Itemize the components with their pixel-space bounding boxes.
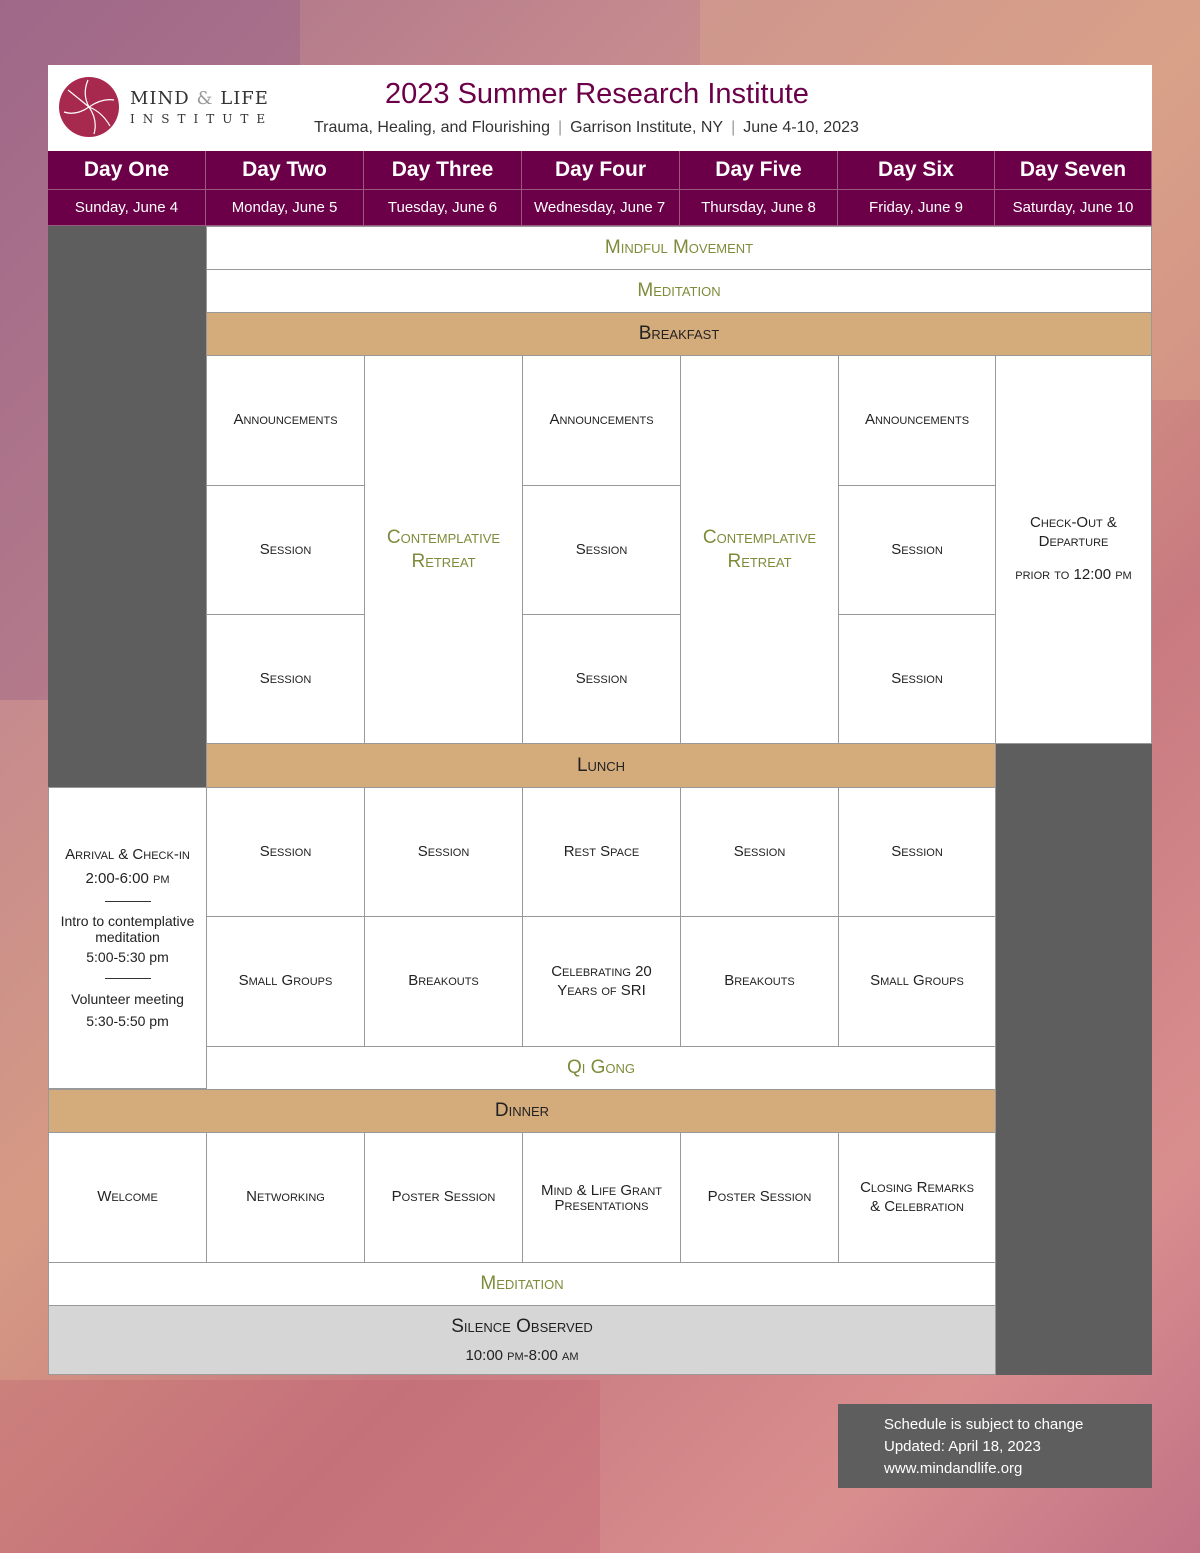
day-header: Day Four bbox=[522, 151, 680, 190]
day-date: Monday, June 5 bbox=[206, 190, 364, 226]
dinner: Dinner bbox=[48, 1089, 996, 1133]
qi-gong: Qi Gong bbox=[206, 1046, 996, 1090]
volunteer-time: 5:30-5:50 pm bbox=[86, 1012, 169, 1029]
divider bbox=[105, 978, 151, 979]
celebrating-20-years: Celebrating 20 Years of SRI bbox=[522, 916, 681, 1047]
day-date: Thursday, June 8 bbox=[680, 190, 838, 226]
grant-presentations: Mind & Life Grant Presentations bbox=[522, 1132, 681, 1263]
arrival-checkin bbox=[48, 787, 207, 1089]
mindful-movement: Mindful Movement bbox=[206, 226, 1152, 270]
subtitle: Trauma, Healing, and Flourishing | Garrison Institute, NY | June 4-10, 2023 bbox=[314, 119, 859, 136]
session: Session bbox=[522, 614, 681, 744]
footer-updated: Updated: April 18, 2023 bbox=[884, 1438, 1041, 1455]
session: Session bbox=[838, 614, 996, 744]
closing-remarks: Closing Remarks & Celebration bbox=[838, 1132, 996, 1263]
day-date: Sunday, June 4 bbox=[48, 190, 206, 226]
lunch: Lunch bbox=[206, 743, 996, 788]
checkout-label: Check-Out & Departure bbox=[1030, 514, 1117, 551]
contemplative-retreat: Contemplative Retreat bbox=[680, 355, 839, 744]
day-header: Day Five bbox=[680, 151, 838, 190]
arrival-time: 2:00-6:00 pm bbox=[85, 870, 170, 888]
checkout bbox=[995, 355, 1152, 744]
day-date: Wednesday, June 7 bbox=[522, 190, 680, 226]
session: Session bbox=[206, 614, 365, 744]
page-title: 2023 Summer Research Institute bbox=[385, 78, 809, 110]
meditation-morning: Meditation bbox=[206, 269, 1152, 313]
contemplative-retreat: Contemplative Retreat bbox=[364, 355, 523, 744]
silence-time: 10:00 pm-8:00 am bbox=[465, 1346, 579, 1364]
poster-session: Poster Session bbox=[680, 1132, 839, 1263]
day-date: Saturday, June 10 bbox=[995, 190, 1152, 226]
intro-label: Intro to contemplative meditation bbox=[60, 913, 195, 945]
session: Session bbox=[838, 787, 996, 917]
footer-disclaimer: Schedule is subject to change bbox=[884, 1416, 1084, 1433]
checkout-time: prior to 12:00 pm bbox=[1015, 565, 1132, 583]
session: Session bbox=[838, 485, 996, 615]
footer-note bbox=[838, 1404, 1152, 1488]
background-patch bbox=[0, 1380, 600, 1553]
silence-observed bbox=[48, 1305, 996, 1375]
session: Session bbox=[680, 787, 839, 917]
unscheduled-block bbox=[48, 226, 206, 787]
small-groups: Small Groups bbox=[206, 916, 365, 1047]
logo-subtext: INSTITUTE bbox=[130, 112, 274, 126]
networking: Networking bbox=[206, 1132, 365, 1263]
day-header: Day Six bbox=[838, 151, 995, 190]
session: Session bbox=[206, 787, 365, 917]
unscheduled-block bbox=[995, 743, 1152, 1375]
day-header: Day Two bbox=[206, 151, 364, 190]
rest-space: Rest Space bbox=[522, 787, 681, 917]
day-date: Tuesday, June 6 bbox=[364, 190, 522, 226]
meditation-evening: Meditation bbox=[48, 1262, 996, 1306]
breakfast: Breakfast bbox=[206, 312, 1152, 356]
day-header: Day Seven bbox=[995, 151, 1152, 190]
breakouts: Breakouts bbox=[680, 916, 839, 1047]
website-link[interactable]: www.mindandlife.org bbox=[884, 1460, 1023, 1477]
silence-label: Silence Observed bbox=[451, 1315, 593, 1337]
session: Session bbox=[206, 485, 365, 615]
divider bbox=[105, 901, 151, 902]
session: Session bbox=[364, 787, 523, 917]
volunteer-label: Volunteer meeting bbox=[71, 991, 184, 1008]
day-header: Day One bbox=[48, 151, 206, 190]
day-header: Day Three bbox=[364, 151, 522, 190]
poster-session: Poster Session bbox=[364, 1132, 523, 1263]
announcements: Announcements bbox=[838, 355, 996, 486]
announcements: Announcements bbox=[522, 355, 681, 486]
session: Session bbox=[522, 485, 681, 615]
mind-life-logo-icon bbox=[58, 76, 120, 138]
welcome: Welcome bbox=[48, 1132, 207, 1263]
day-date: Friday, June 9 bbox=[838, 190, 995, 226]
breakouts: Breakouts bbox=[364, 916, 523, 1047]
arrival-label: Arrival & Check-in bbox=[65, 845, 190, 863]
intro-time: 5:00-5:30 pm bbox=[86, 948, 169, 965]
announcements: Announcements bbox=[206, 355, 365, 486]
small-groups: Small Groups bbox=[838, 916, 996, 1047]
logo-text: MIND & LIFE bbox=[130, 88, 269, 109]
